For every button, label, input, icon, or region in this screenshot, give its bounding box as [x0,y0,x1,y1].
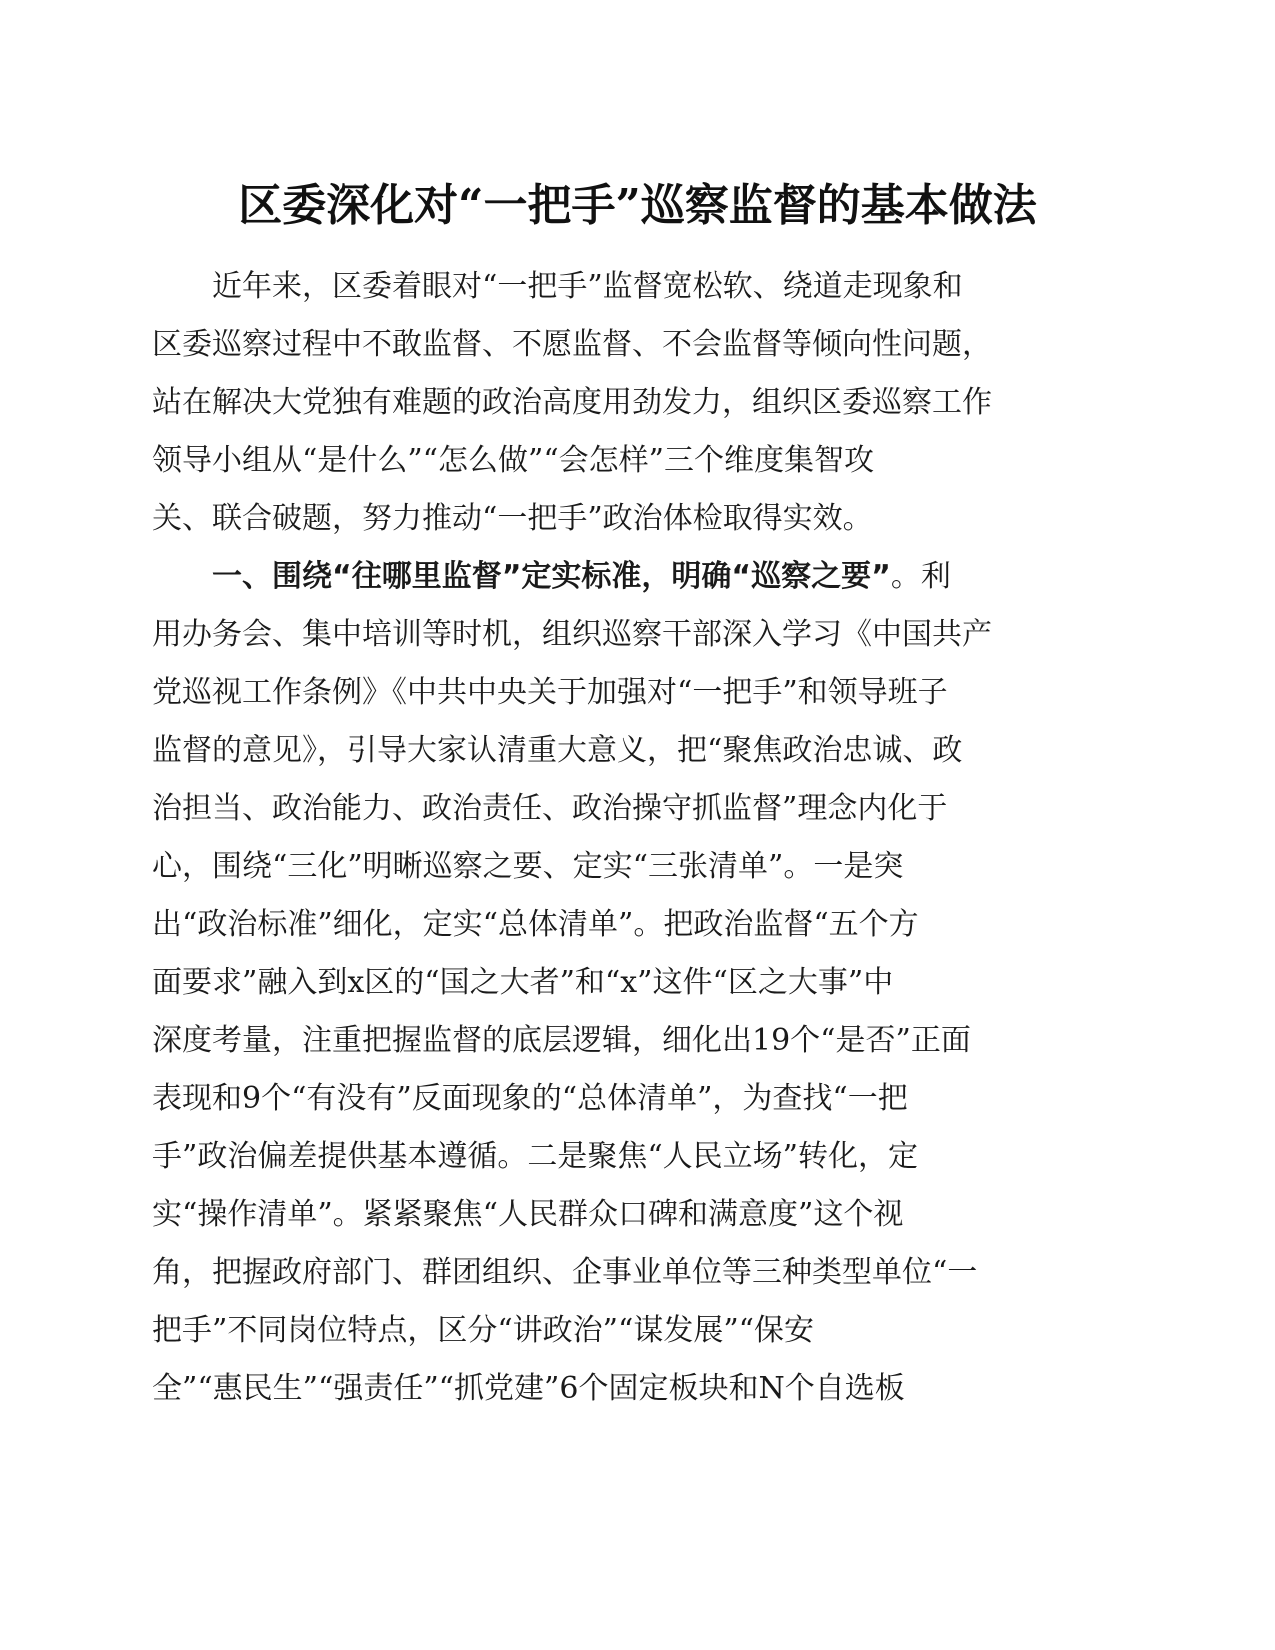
section-1-first-line [152,548,1112,606]
paragraph-line: 区委巡察过程中不敢监督、不愿监督、不会监督等倾向性问题， [152,327,992,362]
document-body [152,258,1112,1418]
section-1-heading: 一、围绕“往哪里监督”定实标准，明确“巡察之要” [212,559,891,594]
paragraph-line: 党巡视工作条例》《中共中央关于加强对“一把手”和领导班子 [152,675,948,710]
paragraph-line: 面要求”融入到x区的“国之大者”和“x”这件“区之大事”中 [152,965,894,1000]
paragraph-line: 用办务会、集中培训等时机，组织巡察干部深入学习《中国共产 [152,617,992,652]
paragraph-line: 手”政治偏差提供基本遵循。二是聚焦“人民立场”转化，定 [152,1139,919,1174]
paragraph-line: 表现和9个“有没有”反面现象的“总体清单”，为查找“一把 [152,1081,908,1116]
paragraph-line: 领导小组从“是什么”“怎么做”“会怎样”三个维度集智攻 [152,443,875,478]
paragraph-line: 治担当、政治能力、政治责任、政治操守抓监督”理念内化于 [152,791,948,826]
document-title: 区委深化对“一把手”巡察监督的基本做法 [238,180,1037,231]
paragraph-line: 把手”不同岗位特点，区分“讲政治”“谋发展”“保安 [152,1313,815,1348]
paragraph-line: 角，把握政府部门、群团组织、企事业单位等三种类型单位“一 [152,1255,978,1290]
section-1-paragraph [152,548,1112,1418]
paragraph-line: 关、联合破题，努力推动“一把手”政治体检取得实效。 [152,501,873,536]
intro-paragraph [152,258,1112,548]
paragraph-line: 监督的意见》，引导大家认清重大意义，把“聚焦政治忠诚、政 [152,733,963,768]
paragraph-line: 心，围绕“三化”明晰巡察之要、定实“三张清单”。一是突 [152,849,904,884]
section-1-first-line-rest: 。利 [890,559,951,594]
paragraph-line: 全”“惠民生”“强责任”“抓党建”6个固定板块和N个自选板 [152,1371,905,1406]
paragraph-line: 近年来，区委着眼对“一把手”监督宽松软、绕道走现象和 [212,269,963,304]
paragraph-line: 站在解决大党独有难题的政治高度用劲发力，组织区委巡察工作 [152,385,992,420]
paragraph-line: 深度考量，注重把握监督的底层逻辑，细化出19个“是否”正面 [152,1023,971,1058]
paragraph-line: 出“政治标准”细化，定实“总体清单”。把政治监督“五个方 [152,907,919,942]
paragraph-line: 实“操作清单”。紧紧聚焦“人民群众口碑和满意度”这个视 [152,1197,904,1232]
